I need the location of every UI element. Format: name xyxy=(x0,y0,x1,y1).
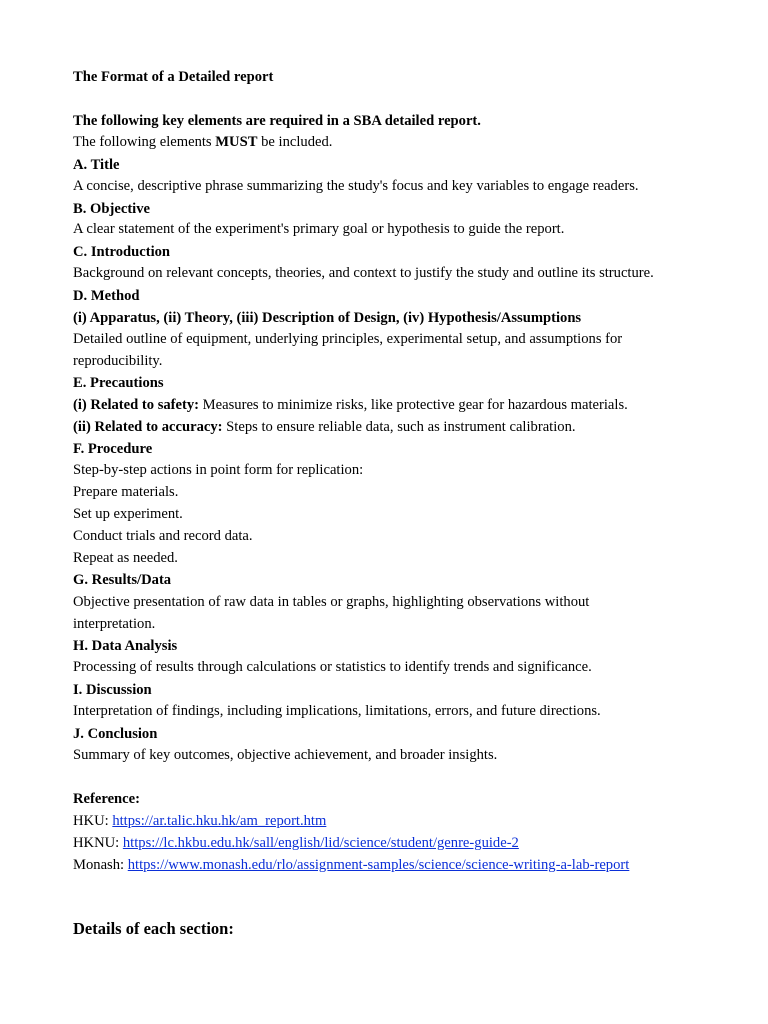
section-procedure-heading: F. Procedure xyxy=(73,441,153,457)
reference-item-hknu xyxy=(73,833,519,853)
reference-item-monash xyxy=(73,855,629,875)
reference-link-hku[interactable]: https://ar.talic.hku.hk/am_report.htm xyxy=(112,813,327,829)
document-title: The Format of a Detailed report xyxy=(73,69,274,85)
reference-link-hknu[interactable]: https://lc.hkbu.edu.hk/sall/english/lid/science/student/genre-guide-2 xyxy=(122,835,519,851)
procedure-step: Conduct trials and record data. xyxy=(73,528,253,544)
section-precautions-heading: E. Precautions xyxy=(73,375,164,391)
reference-link-monash[interactable]: https://www.monash.edu/rlo/assignment-samples/science/science-writing-a-lab-report xyxy=(127,857,630,873)
section-introduction-text: Background on relevant concepts, theories, and context to justify the study and outline its structure. xyxy=(73,265,654,281)
section-analysis-text: Processing of results through calculations or statistics to identify trends and significance. xyxy=(73,659,592,675)
section-method-heading: D. Method xyxy=(73,288,140,304)
intro-bold-line: The following key elements are required in a SBA detailed report. xyxy=(73,113,481,129)
section-method-text-line1: Detailed outline of equipment, underlying principles, experimental setup, and assumptions for xyxy=(73,331,623,347)
section-method-text-line2: reproducibility. xyxy=(73,353,163,369)
section-introduction-heading: C. Introduction xyxy=(73,244,171,260)
reference-label: HKNU: xyxy=(73,835,123,851)
precautions-accuracy-label: (ii) Related to accuracy: xyxy=(73,419,223,435)
precautions-safety-text: Measures to minimize risks, like protective gear for hazardous materials. xyxy=(199,397,628,413)
reference-item-hku xyxy=(73,811,326,831)
intro-must-line xyxy=(73,132,332,152)
section-objective-text: A clear statement of the experiment's primary goal or hypothesis to guide the report. xyxy=(73,221,565,237)
intro-must-suffix: be included. xyxy=(257,134,333,150)
section-conclusion-text: Summary of key outcomes, objective achievement, and broader insights. xyxy=(73,747,498,763)
precautions-safety-line xyxy=(73,395,628,415)
section-title-text: A concise, descriptive phrase summarizing the study's focus and key variables to engage readers. xyxy=(73,178,639,194)
section-analysis-heading: H. Data Analysis xyxy=(73,638,178,654)
section-results-text-line1: Objective presentation of raw data in tables or graphs, highlighting observations without xyxy=(73,594,590,610)
section-results-text-line2: interpretation. xyxy=(73,616,156,632)
section-procedure-text: Step-by-step actions in point form for replication: xyxy=(73,462,364,478)
reference-label: Monash: xyxy=(73,857,128,873)
precautions-accuracy-line xyxy=(73,417,576,437)
intro-must-prefix: The following elements xyxy=(73,134,216,150)
section-discussion-heading: I. Discussion xyxy=(73,682,152,698)
intro-must-word: MUST xyxy=(215,134,258,150)
details-heading: Details of each section: xyxy=(73,919,234,938)
section-objective-heading: B. Objective xyxy=(73,201,151,217)
section-discussion-text: Interpretation of findings, including implications, limitations, errors, and future directions. xyxy=(73,703,601,719)
procedure-step: Prepare materials. xyxy=(73,484,179,500)
section-method-subheading: (i) Apparatus, (ii) Theory, (iii) Description of Design, (iv) Hypothesis/Assumptions xyxy=(73,310,582,326)
precautions-safety-label: (i) Related to safety: xyxy=(73,397,200,413)
reference-label: HKU: xyxy=(73,813,113,829)
precautions-accuracy-text: Steps to ensure reliable data, such as instrument calibration. xyxy=(222,419,576,435)
reference-heading: Reference: xyxy=(73,791,140,807)
section-title-heading: A. Title xyxy=(73,157,120,173)
section-conclusion-heading: J. Conclusion xyxy=(73,726,158,742)
section-results-heading: G. Results/Data xyxy=(73,572,172,588)
procedure-step: Set up experiment. xyxy=(73,506,183,522)
procedure-step: Repeat as needed. xyxy=(73,550,178,566)
